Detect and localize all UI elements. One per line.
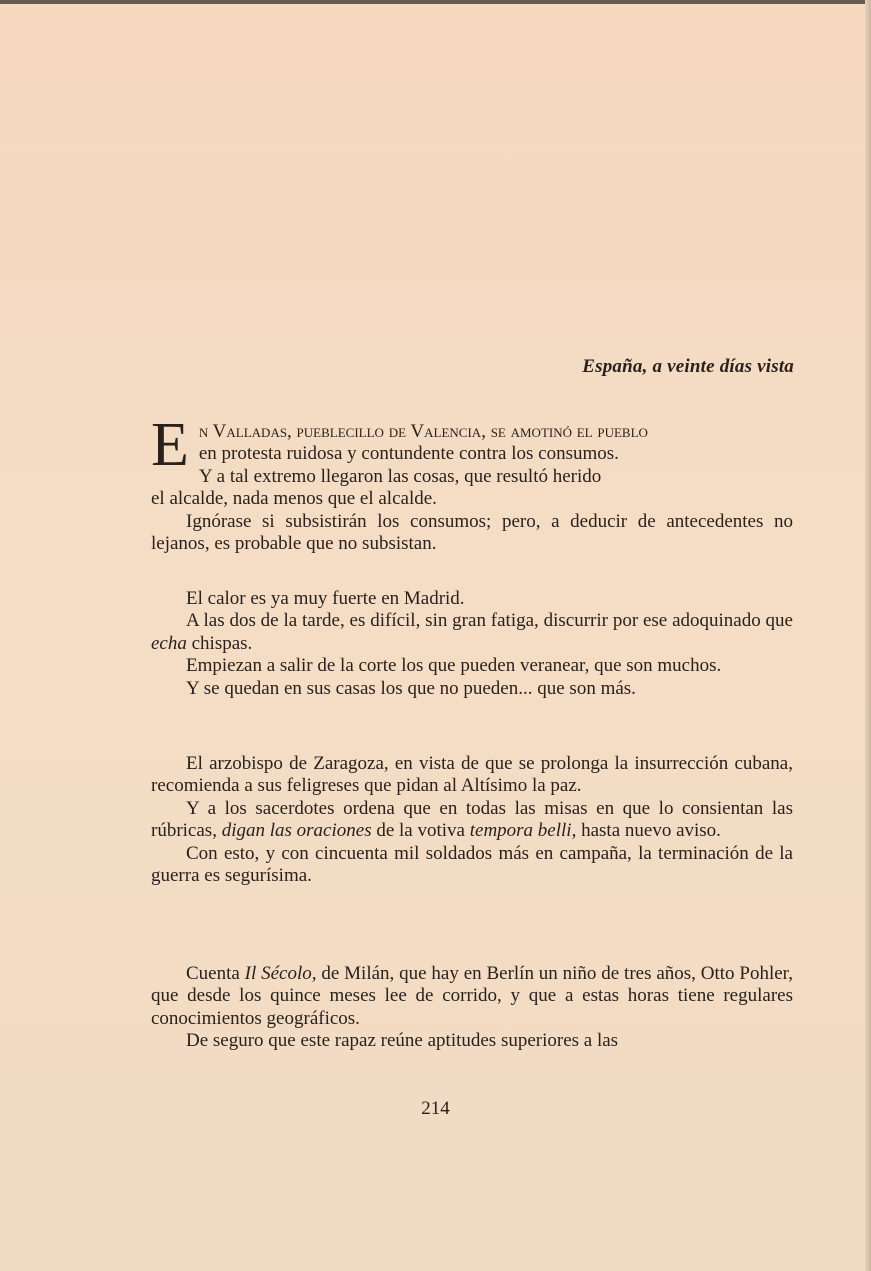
section-zaragoza (151, 753, 793, 887)
section-berlin (151, 963, 793, 1053)
tarde-italic: echa (151, 632, 187, 654)
sacerdotes-italic-2: tempora belli, (469, 820, 577, 842)
section-valladas (151, 411, 793, 555)
page-number: 214 (421, 1098, 450, 1119)
page-top-edge (0, 0, 871, 4)
section-madrid (151, 588, 793, 700)
paragraph-secolo (151, 963, 793, 1030)
paragraph-veranear: Empiezan a salir de la corte los que pueden veranear, que son muchos. (186, 655, 722, 677)
valladas-line-2: en protesta ruidosa y contundente contra los consumos. (198, 443, 619, 465)
sacerdotes-text-a: Y a los sacerdotes ordena que en todas las misas en que lo consientan las rúbricas, (151, 797, 793, 842)
opening-small-caps: n Valladas, pueblecillo de Valencia, se amotinó el pueblo (198, 421, 648, 442)
paragraph-tarde (151, 610, 793, 655)
paragraph-sacerdotes (151, 798, 793, 843)
tarde-text: A las dos de la tarde, es difícil, sin gran fatiga, discurrir por ese adoquinado que (186, 610, 793, 632)
secolo-italic: Il Sécolo, (244, 963, 317, 984)
valladas-line-4: el alcalde, nada menos que el alcalde. (151, 488, 437, 510)
paragraph-guerra: Con esto, y con cincuenta mil soldados más en campaña, la terminación de la guerra es segurísima. (151, 842, 793, 887)
drop-cap: E (151, 411, 189, 479)
sacerdotes-text-c: hasta nuevo aviso. (576, 820, 721, 842)
secolo-text-a: Cuenta (186, 963, 245, 984)
valladas-line-3: Y a tal extremo llegaron las cosas, que resultó herido (198, 465, 602, 487)
paragraph-consumos: Ignórase si subsistirán los consumos; pero, a deducir de antecedentes no lejanos, es probable que no subsistan. (151, 510, 793, 555)
paragraph-arzobispo: El arzobispo de Zaragoza, en vista de que se prolonga la insurrección cubana, recomienda a sus feligreses que pidan al Altísimo la paz. (151, 753, 793, 797)
paragraph-calor: El calor es ya muy fuerte en Madrid. (186, 588, 465, 609)
section-title: España, a veinte días vista (582, 356, 794, 377)
paragraph-rapaz: De seguro que este rapaz reúne aptitudes superiores a las (186, 1030, 619, 1052)
paragraph-valladas (151, 411, 793, 511)
sacerdotes-italic-1: digan las oraciones (221, 820, 372, 842)
secolo-text-b: de Milán, que hay en Berlín un niño de tres años, Otto Pohler, que desde los quince meses lee de corrido, y que a estas horas tiene regulares conocimientos geográficos. (151, 963, 793, 1029)
page-right-edge (865, 0, 871, 1271)
tarde-end: chispas. (186, 632, 253, 654)
paragraph-quedan: Y se quedan en sus casas los que no pueden... que son más. (186, 677, 636, 699)
sacerdotes-text-b: de la votiva (371, 820, 470, 842)
